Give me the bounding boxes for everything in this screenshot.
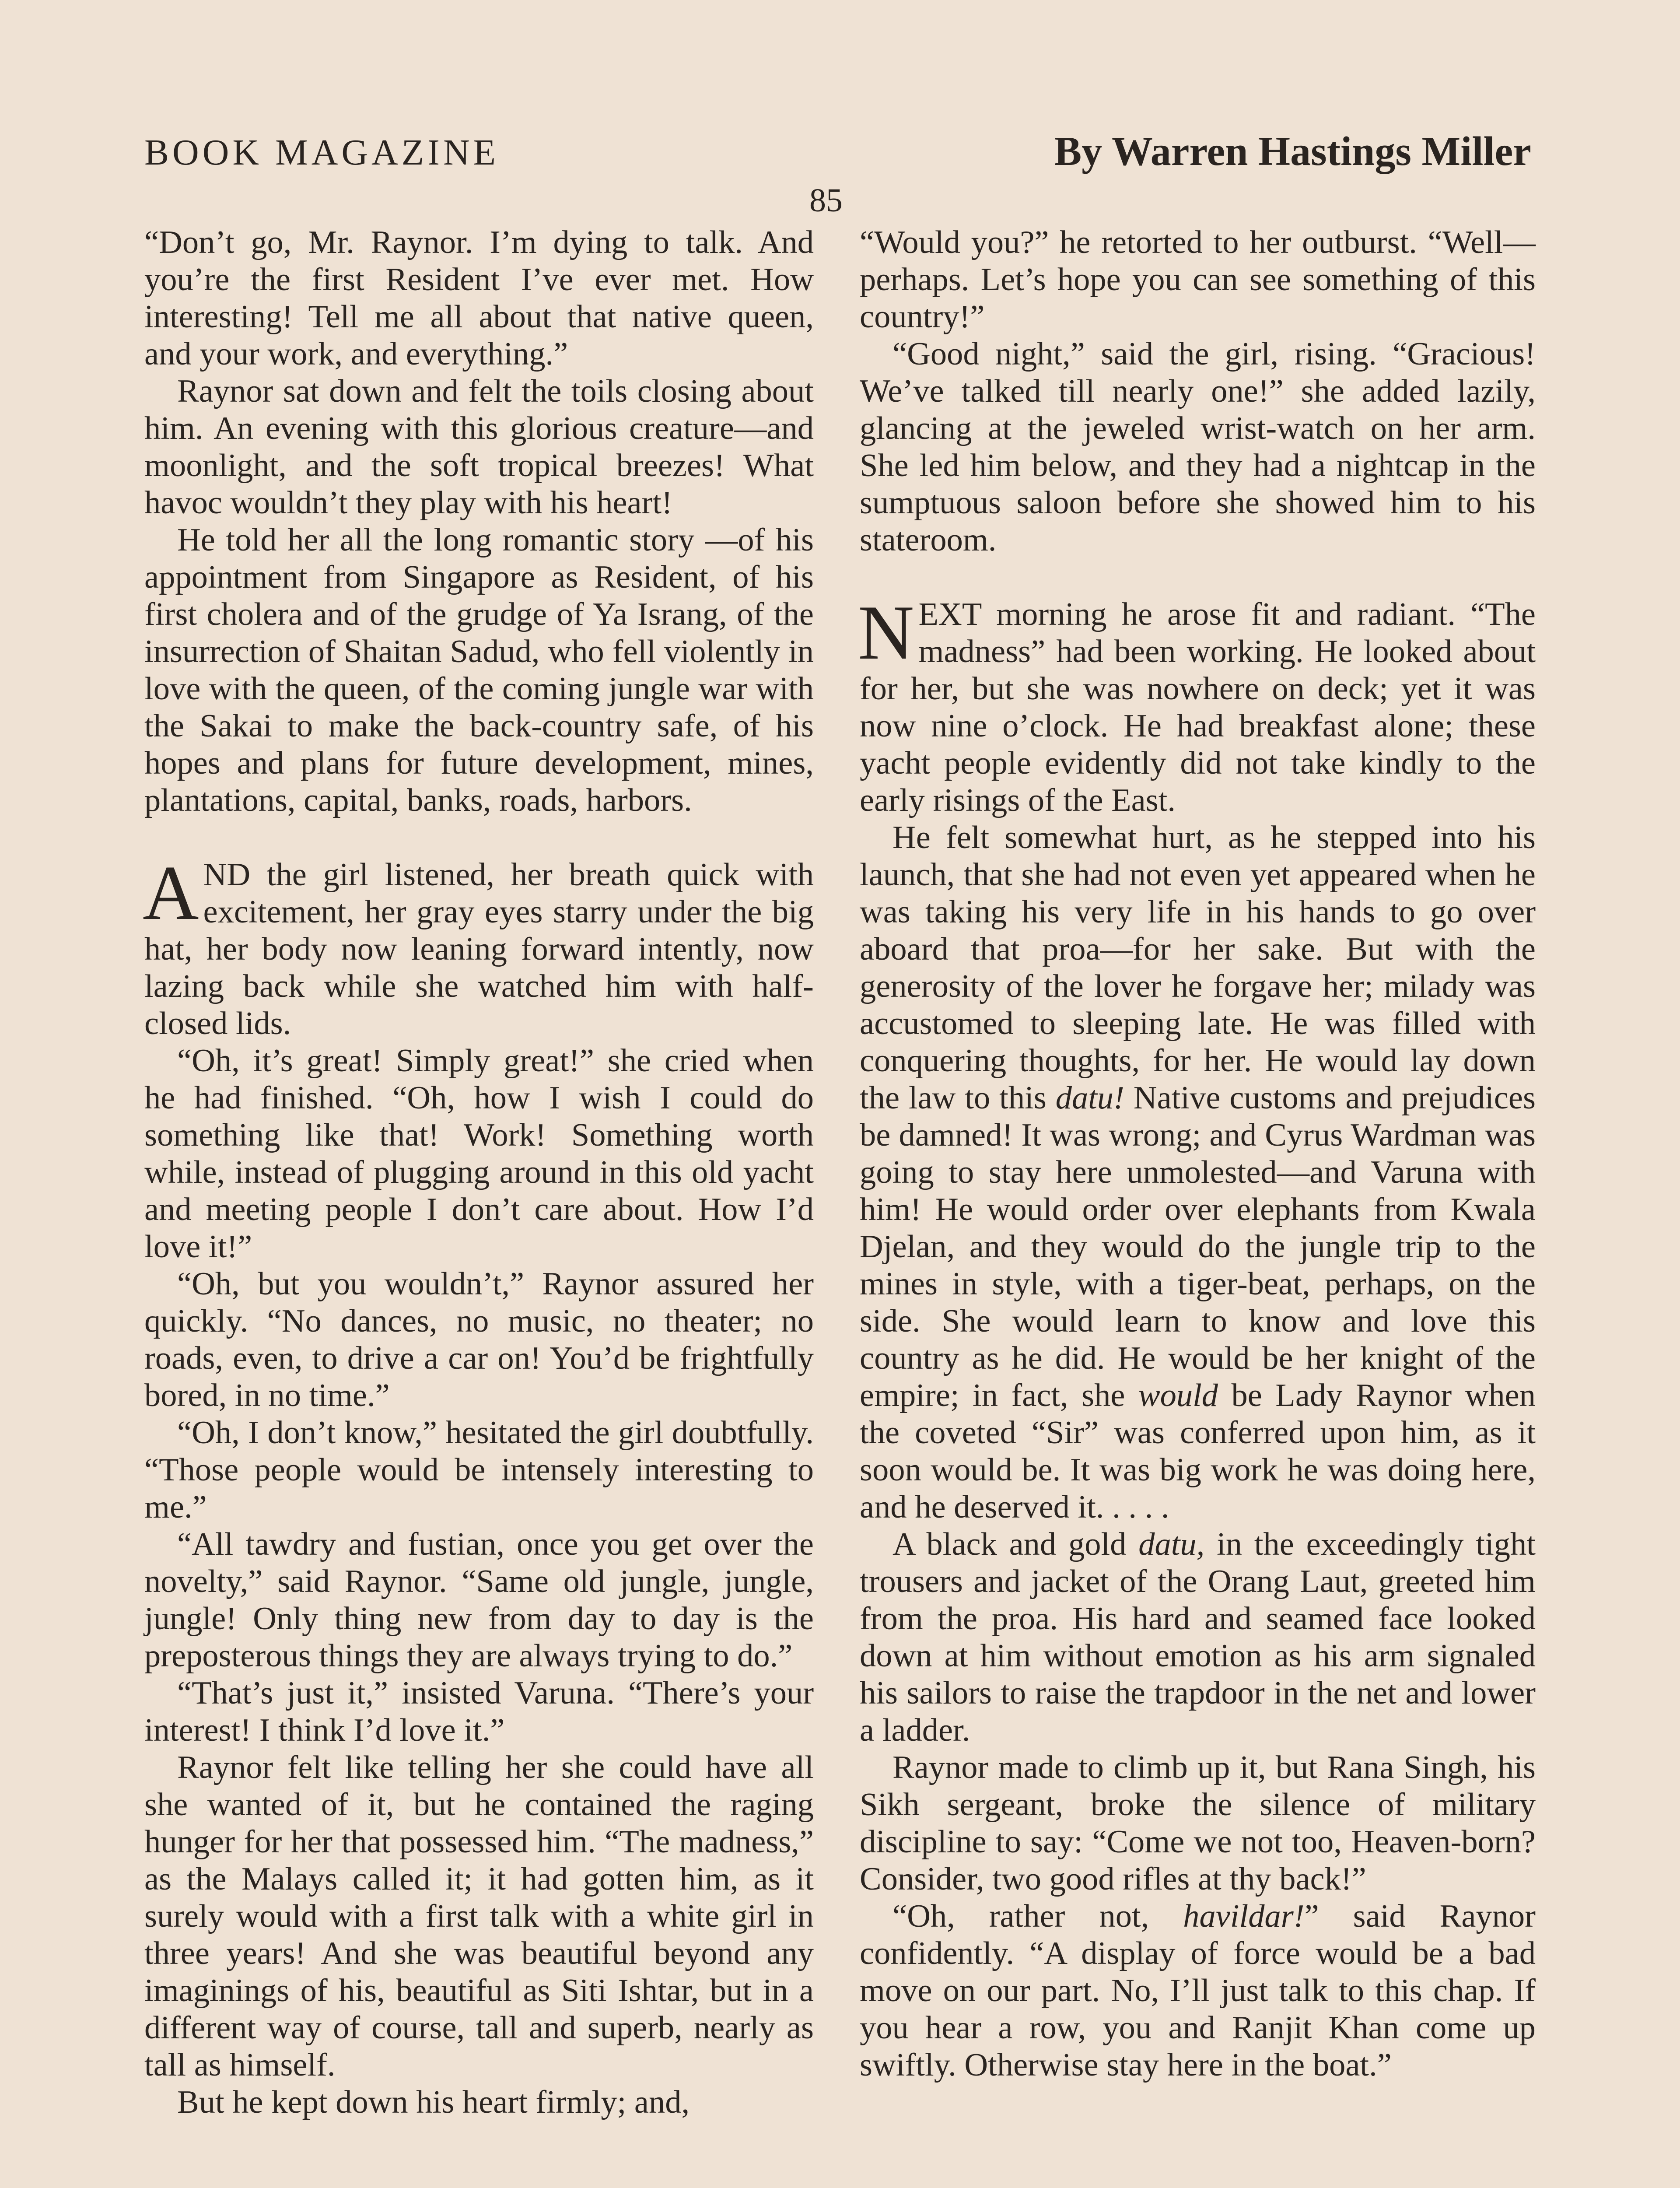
paragraph: “That’s just it,” insisted Varuna. “There’s your interest! I think I’d love it.” — [144, 1675, 814, 1748]
drop-cap: N — [858, 589, 914, 676]
paragraph: “Oh, but you wouldn’t,” Raynor assured her quickly. “No dances, no music, no theater; no roads, even, to drive a car on! You’d be frightfully bored, in no time.” — [144, 1266, 814, 1413]
paragraph: “All tawdry and fustian, once you get over the novelty,” said Raynor. “Same old jungle, jungle, jungle! Only thing new from day to day is the preposterous things they are always trying to do.” — [144, 1526, 814, 1674]
paragraph: But he kept down his heart firmly; and, — [177, 2084, 690, 2120]
paragraph: “Oh, rather not, havildar!” said Raynor confidently. “A display of force would be a bad move on our part. No, I’ll just talk to this chap. If you hear a row, you and Ranjit Khan come up swiftly. Otherwise stay here in the boat.” — [860, 1898, 1536, 2083]
paragraph: “Oh, I don’t know,” hesitated the girl doubtfully. “Those people would be intensely interesting to me.” — [144, 1415, 814, 1525]
paragraph-text: ND the girl listened, her breath quick with excitement, her gray eyes starry under the big hat, her body now leaning forward intently, now lazing back while she watched him with half-closed lids. — [144, 857, 814, 1041]
paragraph: He told her all the long romantic story —of his appointment from Singapore as Resident, of his first cholera and of the grudge of Ya Israng, of the insurrection of Shaitan Sadud, who fell violently in love with the queen, of the coming jungle war with the Sakai to make the back-country safe, of his hopes and plans for future development, mines, plantations, capital, banks, roads, harbors. — [144, 522, 814, 818]
magazine-title: BOOK MAGAZINE — [144, 132, 499, 173]
paragraph: Raynor made to climb up it, but Rana Singh, his Sikh sergeant, broke the silence of military discipline to say: “Come we not too, Heaven-born? Consider, two good rifles at thy back!” — [860, 1750, 1536, 1897]
author-byline: By Warren Hastings Miller — [1054, 129, 1531, 174]
drop-cap: A — [143, 849, 199, 936]
paragraph: He felt somewhat hurt, as he stepped into his launch, that she had not even yet appeared when he was taking his very life in his hands to go over aboard that proa—for her sake. But with the generosity of the lover he forgave her; milady was accustomed to sleeping late. He was filled with conquering thoughts, for her. He would lay down the law to this datu! Native customs and prejudices be damned! It was wrong; and Cyrus Wardman was going to stay here unmolested—and Varuna with him! He would order over elephants from Kwala Djelan, and they would do the jungle trip to the mines in style, with a tiger-beat, perhaps, on the side. She would learn to know and love this country as he did. He would be her knight of the empire; in fact, she would be Lady Raynor when the coveted “Sir” was conferred upon him, as it soon would be. It was big work he was doing here, and he deserved it. . . . . — [860, 820, 1536, 1525]
left-column — [144, 224, 814, 2121]
paragraph: “Good night,” said the girl, rising. “Gracious! We’ve talked till nearly one!” she added lazily, glancing at the jeweled wrist-watch on her arm. She led him below, and they had a nightcap in the sumptuous saloon before she showed him to his stateroom. — [860, 336, 1536, 558]
paragraph: Raynor sat down and felt the toils closing about him. An evening with this glorious creature—and moonlight, and the soft tropical breezes! What havoc wouldn’t they play with his heart! — [144, 373, 814, 521]
paragraph: “Don’t go, Mr. Raynor. I’m dying to talk. And you’re the first Resident I’ve ever met. How interesting! Tell me all about that native queen, and your work, and everything.” — [144, 224, 814, 372]
paragraph-dropcap — [143, 849, 814, 1042]
page-number: 85 — [809, 182, 843, 219]
paragraph: Raynor felt like telling her she could have all she wanted of it, but he contained the raging hunger for her that possessed him. “The madness,” as the Malays called it; it had gotten him, as it surely would with a first talk with a white girl in three years! And she was beautiful beyond any imaginings of his, beautiful as Siti Ishtar, but in a different way of course, tall and superb, nearly as tall as himself. — [144, 1750, 814, 2083]
paragraph-text: EXT morning he arose fit and radiant. “The madness” had been working. He looked about for her, but she was nowhere on deck; yet it was now nine o’clock. He had breakfast alone; these yacht people evidently did not take kindly to the early risings of the East. — [860, 596, 1536, 818]
paragraph: “Would you?” he retorted to her outburst. “Well—perhaps. Let’s hope you can see something of this country!” — [860, 224, 1536, 335]
paragraph: “Oh, it’s great! Simply great!” she cried when he had finished. “Oh, how I wish I could do something like that! Work! Something worth while, instead of plugging around in this old yacht and meeting people I don’t care about. How I’d love it!” — [144, 1043, 814, 1265]
paragraph: A black and gold datu, in the exceedingly tight trousers and jacket of the Orang Laut, greeted him from the proa. His hard and seamed face looked down at him without emotion as his arm signaled his sailors to raise the trapdoor in the net and lower a ladder. — [860, 1526, 1536, 1748]
paragraph-dropcap — [858, 589, 1536, 819]
right-column — [860, 224, 1536, 2084]
